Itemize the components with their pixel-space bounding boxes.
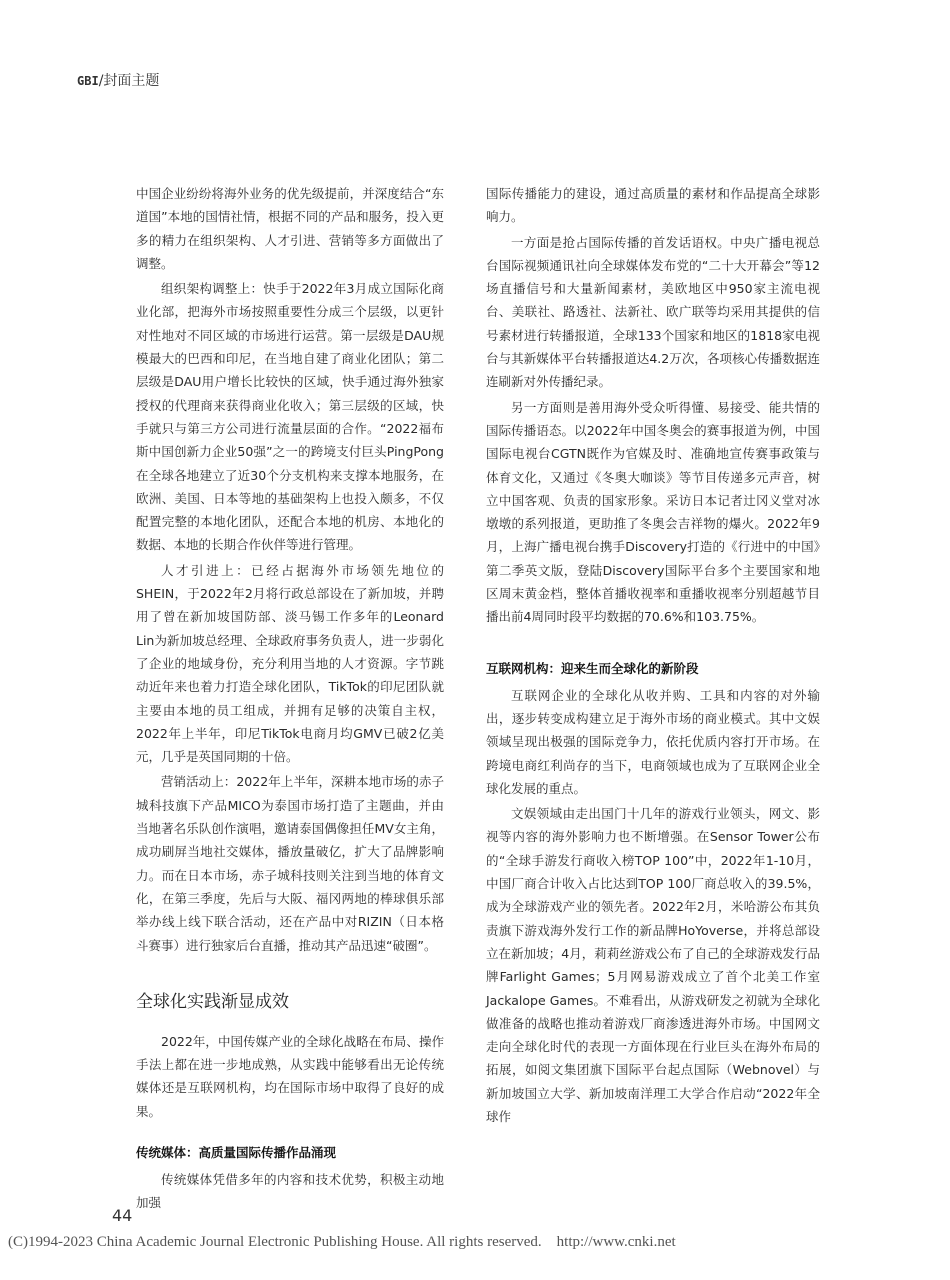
journal-logo: GBI: [77, 74, 99, 88]
subheading: 传统媒体：高质量国际传播作品涌现: [136, 1144, 337, 1160]
paragraph: 互联网企业的全球化从收并购、工具和内容的对外输出，逐步转变成构建立足于海外市场的商业模式。其中文娱领域呈现出极强的国际竞争力，依托优质内容打开市场。在跨境电商红利尚存的当下，电商领域也成为了互联网企业全球化发展的重点。: [486, 687, 820, 796]
page-number: 44: [112, 1206, 133, 1225]
paragraph: 中国企业纷纷将海外业务的优先级提前，并深度结合“东道国”本地的国情社情，根据不同的产品和服务，投入更多的精力在组织架构、人才引进、营销等多方面做出了调整。: [136, 186, 444, 271]
paragraph: 文娱领域由走出国门十几年的游戏行业领头，网文、影视等内容的海外影响力也不断增强。在Sensor Tower公布的“全球手游发行商收入榜TOP 100”中，2022年1-10月，中国厂商合计收入占比达到TOP 100厂商总收入的39.5%，成为全球游戏产业的领先者。2022年2月，米哈游公布其负责旗下游戏海外发行工作的新品牌HoYoverse，并将总部设立在新加坡；4月，莉莉丝游戏公布了自己的全球游戏发行品牌Farlight Games；5月网易游戏成立了首个北美工作室Jackalope Games。不难看出，从游戏研发之初就为全球化做准备的战略也推动着游戏厂商渗透进海外市场。中国网文走向全球化时代的表现一方面体现在行业巨头在海外布局的拓展，如阅文集团旗下国际平台起点国际（Webnovel）与新加坡国立大学、新加坡南洋理工大学合作启动“2022年全球作: [486, 806, 820, 1124]
section-heading: 全球化实践渐显成效: [136, 991, 289, 1012]
paragraph: 人才引进上：已经占据海外市场领先地位的SHEIN，于2022年2月将行政总部设在了新加坡，并聘用了曾在新加坡国防部、淡马锡工作多年的Leonard Lin为新加坡总经理、全球政府事务负责人，进一步弱化了企业的地域身份，充分利用当地的人才资源。字节跳动近年来也着力打造全球化团队，TikTok的印尼团队就主要由本地的员工组成，并拥有足够的决策自主权，2022年上半年，印尼TikTok电商月均GMV已破2亿美元，几乎是英国同期的十倍。: [136, 562, 444, 765]
right-column: [486, 182, 820, 1130]
paragraph: 营销活动上：2022年上半年，深耕本地市场的赤子城科技旗下产品MICO为泰国市场打造了主题曲，并由当地著名乐队创作演唱，邀请泰国偶像担任MV女主角，成功刷屏当地社交媒体，播放量破亿，扩大了品牌影响力。而在日本市场，赤子城科技则关注到当地的体育文化，在第三季度，先后与大阪、福冈两地的棒球俱乐部举办线上线下联合活动，还在产品中对RIZIN（日本格斗赛事）进行独家后台直播，推动其产品迅速“破圈”。: [136, 774, 444, 953]
paragraph: 一方面是抢占国际传播的首发话语权。中央广播电视总台国际视频通讯社向全球媒体发布党的“二十大开幕会”等12场直播信号和大量新闻素材，美欧地区中950家主流电视台、美联社、路透社、法新社、欧广联等均采用其提供的信号素材进行转播报道，全球133个国家和地区的1818家电视台与其新媒体平台转播报道达4.2万次，各项核心传播数据连连刷新对外传播纪录。: [486, 234, 820, 390]
running-header: [77, 70, 159, 90]
paragraph: 组织架构调整上：快手于2022年3月成立国际化商业化部，把海外市场按照重要性分成三个层级，以更针对性地对不同区域的市场进行运营。第一层级是DAU规模最大的巴西和印尼，在当地自建了商业化团队；第二层级是DAU用户增长比较快的区域，快手通过海外独家授权的代理商来获得商业化收入；第三层级的区域，快手就只与第三方公司进行流量层面的合作。“2022福布斯中国创新力企业50强”之一的跨境支付巨头PingPong在全球各地建立了近30个分支机构来支撑本地服务，在欧洲、美国、日本等地的基础架构上也投入颇多，不仅配置完整的本地化团队，还配合本地的机房、本地化的数据、本地的长期合作伙伴等进行管理。: [136, 281, 444, 553]
left-column: [136, 182, 444, 1217]
paragraph: 国际传播能力的建设，通过高质量的素材和作品提高全球影响力。: [486, 186, 820, 225]
subheading: 互联网机构：迎来生而全球化的新阶段: [486, 660, 699, 676]
copyright-footer: (C)1994-2023 China Academic Journal Electronic Publishing House. All rights reserved. http://www.cnki.net: [8, 1234, 676, 1250]
section-name: /封面主题: [98, 73, 160, 89]
paragraph: 2022年，中国传媒产业的全球化战略在布局、操作手法上都在进一步地成熟，从实践中能够看出无论传统媒体还是互联网机构，均在国际市场中取得了良好的成果。: [136, 1033, 444, 1119]
paragraph: 另一方面则是善用海外受众听得懂、易接受、能共情的国际传播语态。以2022年中国冬奥会的赛事报道为例，中国国际电视台CGTN既作为官媒及时、准确地宣传赛事政策与体育文化，又通过《冬奥大咖谈》等节目传递多元声音，树立中国客观、负责的国家形象。采访日本记者辻冈义堂对冰墩墩的系列报道，更助推了冬奥会吉祥物的爆火。2022年9月，上海广播电视台携手Discovery打造的《行进中的中国》第二季英文版，登陆Discovery国际平台多个主要国家和地区周末黄金档，整体首播收视率和重播收视率分别超越节目播出前4周同时段平均数据的70.6%和103.75%。: [486, 399, 820, 625]
paragraph: 传统媒体凭借多年的内容和技术优势，积极主动地加强: [136, 1171, 444, 1211]
